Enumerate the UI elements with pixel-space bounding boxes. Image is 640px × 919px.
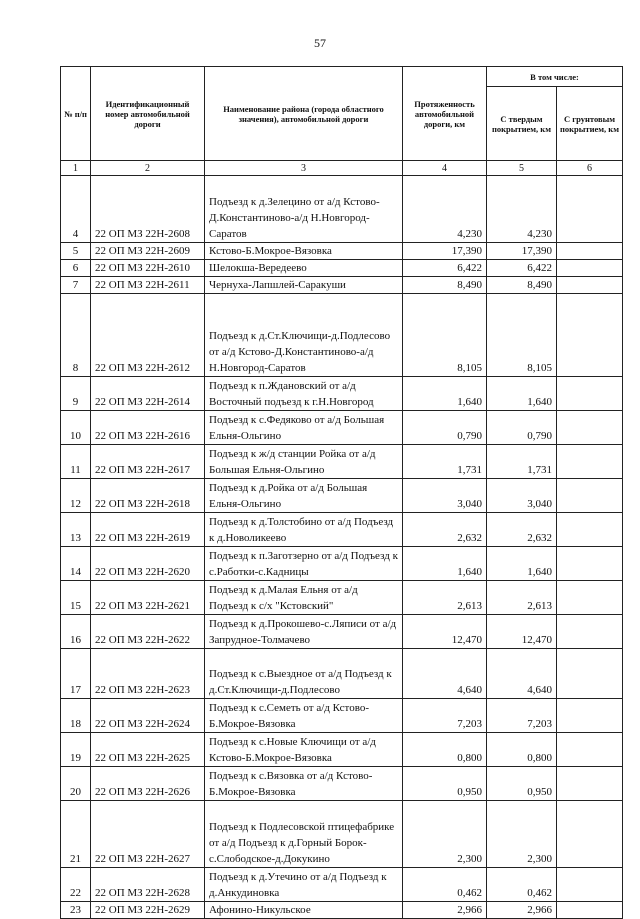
road-name: Чернуха-Лапшлей-Саракуши (205, 277, 403, 294)
row-number: 12 (61, 479, 91, 513)
road-length: 2,613 (403, 581, 487, 615)
table-row (61, 260, 623, 277)
dirt-surface-length (557, 868, 623, 902)
hard-surface-length: 2,613 (487, 581, 557, 615)
row-number: 22 (61, 868, 91, 902)
dirt-surface-length (557, 176, 623, 243)
header-dirt: С грунтовым покрытием, км (557, 87, 623, 161)
table-row (61, 868, 623, 902)
dirt-surface-length (557, 277, 623, 294)
road-length: 8,105 (403, 294, 487, 377)
hard-surface-length: 8,490 (487, 277, 557, 294)
hard-surface-length: 2,300 (487, 801, 557, 868)
table-row (61, 699, 623, 733)
row-number: 5 (61, 243, 91, 260)
roads-table (60, 66, 623, 919)
table-row (61, 902, 623, 919)
table-row (61, 733, 623, 767)
dirt-surface-length (557, 411, 623, 445)
header-name: Наименование района (города областного значения), автомобильной дороги (205, 67, 403, 161)
road-name: Афонино-Никульское (205, 902, 403, 919)
road-id: 22 ОП МЗ 22Н-2622 (91, 615, 205, 649)
dirt-surface-length (557, 581, 623, 615)
road-length: 2,632 (403, 513, 487, 547)
road-length: 7,203 (403, 699, 487, 733)
column-number: 6 (557, 161, 623, 176)
dirt-surface-length (557, 733, 623, 767)
column-number: 3 (205, 161, 403, 176)
dirt-surface-length (557, 445, 623, 479)
road-id: 22 ОП МЗ 22Н-2611 (91, 277, 205, 294)
table-row (61, 513, 623, 547)
row-number: 4 (61, 176, 91, 243)
row-number: 21 (61, 801, 91, 868)
road-name: Подъезд к д.Малая Ельня от а/д Подъезд к с/х "Кстовский" (205, 581, 403, 615)
road-name: Подъезд к с.Вязовка от а/д Кстово-Б.Мокрое-Вязовка (205, 767, 403, 801)
road-id: 22 ОП МЗ 22Н-2623 (91, 649, 205, 699)
header-length: Протяженность автомобильной дороги, км (403, 67, 487, 161)
road-length: 6,422 (403, 260, 487, 277)
road-id: 22 ОП МЗ 22Н-2625 (91, 733, 205, 767)
road-name: Подъезд к д.Утечино от а/д Подъезд к д.Анкудиновка (205, 868, 403, 902)
hard-surface-length: 4,230 (487, 176, 557, 243)
road-id: 22 ОП МЗ 22Н-2628 (91, 868, 205, 902)
road-length: 17,390 (403, 243, 487, 260)
page-number: 57 (314, 36, 326, 50)
dirt-surface-length (557, 801, 623, 868)
dirt-surface-length (557, 513, 623, 547)
row-number: 6 (61, 260, 91, 277)
row-number: 9 (61, 377, 91, 411)
table-row (61, 547, 623, 581)
road-id: 22 ОП МЗ 22Н-2629 (91, 902, 205, 919)
row-number: 20 (61, 767, 91, 801)
table-row (61, 377, 623, 411)
table-body (61, 176, 623, 919)
road-length: 4,640 (403, 649, 487, 699)
table-row (61, 445, 623, 479)
road-id: 22 ОП МЗ 22Н-2627 (91, 801, 205, 868)
hard-surface-length: 17,390 (487, 243, 557, 260)
row-number: 19 (61, 733, 91, 767)
road-length: 1,640 (403, 377, 487, 411)
table-row (61, 767, 623, 801)
column-number: 2 (91, 161, 205, 176)
column-number: 1 (61, 161, 91, 176)
table-row (61, 649, 623, 699)
road-length: 2,300 (403, 801, 487, 868)
row-number: 18 (61, 699, 91, 733)
road-length: 8,490 (403, 277, 487, 294)
road-length: 1,731 (403, 445, 487, 479)
road-id: 22 ОП МЗ 22Н-2617 (91, 445, 205, 479)
road-id: 22 ОП МЗ 22Н-2614 (91, 377, 205, 411)
road-name: Подъезд к д.Ройка от а/д Большая Ельня-Ольгино (205, 479, 403, 513)
header-id: Идентификационный номер автомобильной дороги (91, 67, 205, 161)
dirt-surface-length (557, 649, 623, 699)
hard-surface-length: 8,105 (487, 294, 557, 377)
road-id: 22 ОП МЗ 22Н-2616 (91, 411, 205, 445)
road-id: 22 ОП МЗ 22Н-2621 (91, 581, 205, 615)
hard-surface-length: 3,040 (487, 479, 557, 513)
road-id: 22 ОП МЗ 22Н-2609 (91, 243, 205, 260)
road-name: Кстово-Б.Мокрое-Вязовка (205, 243, 403, 260)
road-name: Подъезд к Подлесовской птицефабрике от а/д Подъезд к д.Горный Борок-с.Слободское-д.Докукино (205, 801, 403, 868)
header-hard: С твердым покрытием, км (487, 87, 557, 161)
road-length: 0,462 (403, 868, 487, 902)
dirt-surface-length (557, 260, 623, 277)
road-length: 0,950 (403, 767, 487, 801)
road-length: 0,800 (403, 733, 487, 767)
road-length: 0,790 (403, 411, 487, 445)
road-name: Подъезд к п.Заготзерно от а/д Подъезд к с.Работки-с.Кадницы (205, 547, 403, 581)
road-length: 4,230 (403, 176, 487, 243)
dirt-surface-length (557, 243, 623, 260)
road-length: 3,040 (403, 479, 487, 513)
table-row (61, 615, 623, 649)
hard-surface-length: 12,470 (487, 615, 557, 649)
column-numbers-row (61, 161, 623, 176)
hard-surface-length: 1,640 (487, 547, 557, 581)
hard-surface-length: 0,800 (487, 733, 557, 767)
road-length: 1,640 (403, 547, 487, 581)
road-name: Подъезд к с.Федяково от а/д Большая Ельня-Ольгино (205, 411, 403, 445)
road-length: 2,966 (403, 902, 487, 919)
hard-surface-length: 2,966 (487, 902, 557, 919)
hard-surface-length: 2,632 (487, 513, 557, 547)
table-row (61, 243, 623, 260)
hard-surface-length: 6,422 (487, 260, 557, 277)
road-id: 22 ОП МЗ 22Н-2624 (91, 699, 205, 733)
road-id: 22 ОП МЗ 22Н-2620 (91, 547, 205, 581)
hard-surface-length: 1,640 (487, 377, 557, 411)
row-number: 8 (61, 294, 91, 377)
dirt-surface-length (557, 902, 623, 919)
hard-surface-length: 0,950 (487, 767, 557, 801)
header-no: № п/п (61, 67, 91, 161)
road-id: 22 ОП МЗ 22Н-2612 (91, 294, 205, 377)
road-id: 22 ОП МЗ 22Н-2618 (91, 479, 205, 513)
hard-surface-length: 4,640 (487, 649, 557, 699)
road-id: 22 ОП МЗ 22Н-2610 (91, 260, 205, 277)
dirt-surface-length (557, 699, 623, 733)
table-row (61, 479, 623, 513)
road-name: Подъезд к с.Выездное от а/д Подъезд к д.Ст.Ключищи-д.Подлесово (205, 649, 403, 699)
road-name: Подъезд к ж/д станции Ройка от а/д Большая Ельня-Ольгино (205, 445, 403, 479)
hard-surface-length: 1,731 (487, 445, 557, 479)
hard-surface-length: 7,203 (487, 699, 557, 733)
row-number: 13 (61, 513, 91, 547)
table-row (61, 801, 623, 868)
table-header (61, 67, 623, 176)
table-row (61, 277, 623, 294)
road-length: 12,470 (403, 615, 487, 649)
row-number: 14 (61, 547, 91, 581)
column-number: 5 (487, 161, 557, 176)
road-name: Подъезд к с.Новые Ключищи от а/д Кстово-Б.Мокрое-Вязовка (205, 733, 403, 767)
road-name: Подъезд к д.Толстобино от а/д Подъезд к д.Новоликеево (205, 513, 403, 547)
row-number: 10 (61, 411, 91, 445)
road-name: Подъезд к д.Зелецино от а/д Кстово-Д.Константиново-а/д Н.Новгород-Саратов (205, 176, 403, 243)
road-id: 22 ОП МЗ 22Н-2619 (91, 513, 205, 547)
dirt-surface-length (557, 377, 623, 411)
row-number: 11 (61, 445, 91, 479)
road-name: Подъезд к с.Семеть от а/д Кстово-Б.Мокрое-Вязовка (205, 699, 403, 733)
hard-surface-length: 0,462 (487, 868, 557, 902)
table-row (61, 411, 623, 445)
row-number: 15 (61, 581, 91, 615)
table-row (61, 294, 623, 377)
dirt-surface-length (557, 479, 623, 513)
row-number: 7 (61, 277, 91, 294)
table-row (61, 581, 623, 615)
dirt-surface-length (557, 294, 623, 377)
road-id: 22 ОП МЗ 22Н-2608 (91, 176, 205, 243)
column-number: 4 (403, 161, 487, 176)
row-number: 17 (61, 649, 91, 699)
road-name: Подъезд к д.Ст.Ключищи-д.Подлесово от а/д Кстово-Д.Константиново-а/д Н.Новгород-Саратов (205, 294, 403, 377)
table-row (61, 176, 623, 243)
road-name: Подъезд к д.Прокошево-с.Ляписи от а/д Запрудное-Толмачево (205, 615, 403, 649)
header-group: В том числе: (487, 67, 623, 87)
dirt-surface-length (557, 767, 623, 801)
row-number: 16 (61, 615, 91, 649)
road-name: Шелокша-Вередеево (205, 260, 403, 277)
dirt-surface-length (557, 615, 623, 649)
hard-surface-length: 0,790 (487, 411, 557, 445)
dirt-surface-length (557, 547, 623, 581)
road-id: 22 ОП МЗ 22Н-2626 (91, 767, 205, 801)
row-number: 23 (61, 902, 91, 919)
road-name: Подъезд к п.Ждановский от а/д Восточный подъезд к г.Н.Новгород (205, 377, 403, 411)
